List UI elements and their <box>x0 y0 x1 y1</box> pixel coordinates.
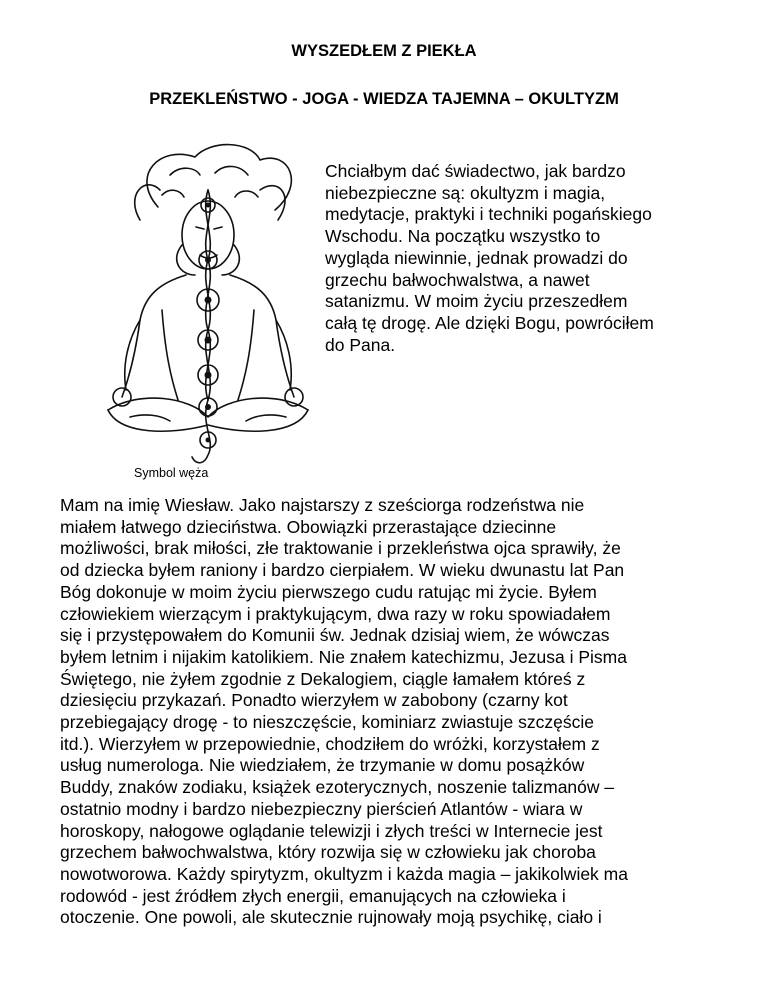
serpent-figure-illustration <box>100 135 315 470</box>
text-line: dziesięciu przykazań. Ponadto wierzyłem w zabobony (czarny kot <box>60 690 568 711</box>
text-line: wygląda niewinnie, jednak prowadzi do <box>325 247 628 268</box>
text-line: Świętego, nie żyłem zgodnie z Dekalogiem, ciągle łamałem któreś z <box>60 668 586 689</box>
figure-caption: Symbol węża <box>134 466 209 480</box>
text-line: miałem łatwego dzieciństwa. Obowiązki przerastające dziecinne <box>60 516 557 537</box>
text-line: całą tę drogę. Ale dzięki Bogu, powróciłem <box>325 312 654 333</box>
text-line: Bóg dokonuje w moim życiu pierwszego cudu ratując mi życie. Byłem <box>60 581 597 602</box>
text-line: Wschodu. Na początku wszystko to <box>325 226 601 247</box>
text-line: byłem letnim i nijakim katolikiem. Nie znałem katechizmu, Jezusa i Pisma <box>60 646 627 667</box>
text-line: się i przystępowałem do Komunii św. Jednak dzisiaj wiem, że wówczas <box>60 625 610 646</box>
intro-paragraph <box>325 161 725 356</box>
text-line: nowotworowa. Każdy spirytyzm, okultyzm i każda magia – jakikolwiek ma <box>60 863 628 884</box>
text-line: przebiegający drogę - to nieszczęście, kominiarz zwiastuje szczęście <box>60 712 594 733</box>
text-line: do Pana. <box>325 334 396 355</box>
text-line: Buddy, znaków zodiaku, książek ezoterycznych, noszenie talizmanów – <box>60 777 615 798</box>
text-line: Mam na imię Wiesław. Jako najstarszy z sześciorga rodzeństwa nie <box>60 495 585 515</box>
text-line: medytacje, praktyki i techniki pogańskiego <box>325 204 652 225</box>
text-line: Chciałbym dać świadectwo, jak bardzo <box>325 161 626 181</box>
text-line: satanizmu. W moim życiu przeszedłem <box>325 291 628 312</box>
body-paragraph <box>60 495 720 929</box>
text-line: ostatnio modny i bardzo niebezpieczny pierścień Atlantów - wiara w <box>60 798 583 819</box>
text-line: niebezpieczne są: okultyzm i magia, <box>325 182 606 203</box>
text-line: grzechem bałwochwalstwa, który rozwija się w człowieku jak choroba <box>60 842 596 863</box>
text-line: człowiekiem wierzącym i praktykującym, dwa razy w roku spowiadałem <box>60 603 611 624</box>
text-line: rodowód - jest źródłem złych energii, emanujących na człowieka i <box>60 885 566 906</box>
document-subtitle: PRZEKLEŃSTWO - JOGA - WIEDZA TAJEMNA – OKULTYZM <box>149 90 619 108</box>
text-line: usług numerologa. Nie wiedziałem, że trzymanie w domu posążków <box>60 755 585 776</box>
text-line: itd.). Wierzyłem w przepowiednie, chodziłem do wróżki, korzystałem z <box>60 733 600 754</box>
document-title: WYSZEDŁEM Z PIEKŁA <box>291 42 477 60</box>
text-line: otoczenie. One powoli, ale skutecznie rujnowały moją psychikę, ciało i <box>60 907 602 928</box>
text-line: możliwości, brak miłości, złe traktowanie i przekleństwa ojca sprawiły, że <box>60 538 621 559</box>
text-line: od dziecka byłem raniony i bardzo cierpiałem. W wieku dwunastu lat Pan <box>60 560 625 581</box>
text-line: horoskopy, nałogowe oglądanie telewizji i złych treści w Internecie jest <box>60 820 603 841</box>
text-line: grzechu bałwochwalstwa, a nawet <box>325 269 590 290</box>
